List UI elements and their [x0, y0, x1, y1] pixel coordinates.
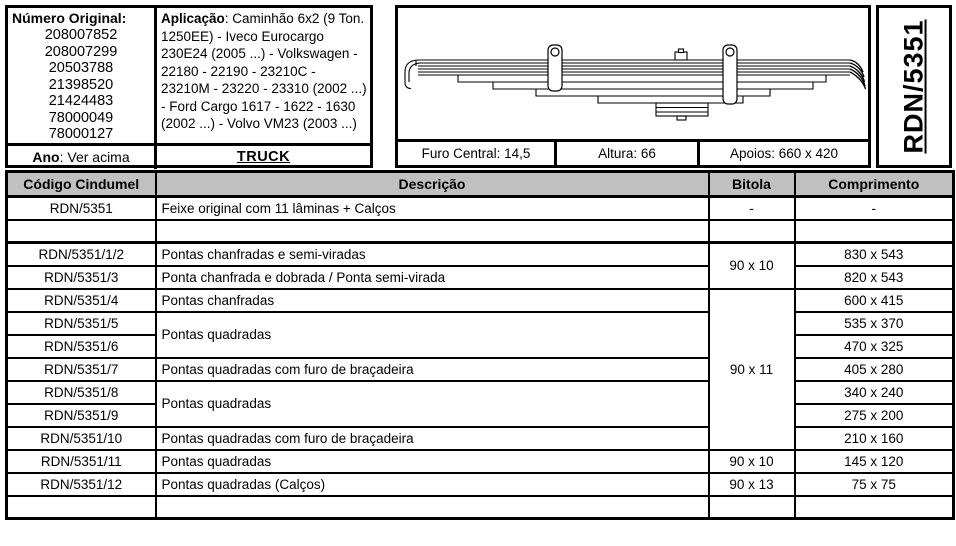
codigo-cell: RDN/5351/8: [7, 381, 156, 404]
codigo-cell: RDN/5351/12: [7, 473, 156, 496]
comprimento-cell: 275 x 200: [795, 404, 954, 427]
table-row: [7, 450, 954, 473]
bitola-cell: 90 x 11: [709, 289, 795, 450]
original-number: 208007852: [44, 27, 118, 43]
codigo-cell: RDN/5351/6: [7, 335, 156, 358]
descricao-cell: Pontas quadradas com furo de braçadeira: [156, 427, 709, 450]
descricao-cell: Ponta chanfrada e dobrada / Ponta semi-virada: [156, 266, 709, 289]
original-number: 21424483: [48, 93, 114, 109]
ano-cell: [8, 143, 157, 169]
codigo-cell: [7, 220, 156, 243]
bitola-cell: 90 x 10: [709, 450, 795, 473]
bitola-cell: 90 x 13: [709, 473, 795, 496]
table-row: [7, 197, 954, 220]
codigo-cell: RDN/5351/9: [7, 404, 156, 427]
codigo-cell: RDN/5351/11: [7, 450, 156, 473]
leaf-spring-diagram: [398, 8, 868, 139]
original-number: 78000049: [48, 109, 114, 126]
comprimento-cell: 405 x 280: [795, 358, 954, 381]
ano-value: : Ver acima: [59, 149, 130, 165]
apoios-cell: Apoios: 660 x 420: [729, 146, 839, 161]
numero-original-list: [12, 27, 150, 143]
part-code-box: [876, 5, 952, 168]
original-number: 20503788: [48, 60, 114, 76]
vehicle-type-cell: [157, 143, 370, 169]
spring-drawing-box: [395, 5, 871, 168]
codigo-cell: RDN/5351/10: [7, 427, 156, 450]
table-row: [7, 266, 954, 289]
bitola-cell: 90 x 10: [709, 243, 795, 289]
codigo-cell: [7, 496, 156, 519]
codigo-cell: RDN/5351/1/2: [7, 243, 156, 266]
comprimento-cell: 830 x 543: [795, 243, 954, 266]
descricao-cell: Pontas quadradas com furo de braçadeira: [156, 358, 709, 381]
table-row: [7, 243, 954, 266]
table-row: [7, 473, 954, 496]
descricao-cell: [156, 496, 709, 519]
original-number: 78000127: [48, 126, 114, 142]
codigo-cell: RDN/5351: [7, 197, 156, 220]
descricao-cell: Pontas chanfradas: [156, 289, 709, 312]
numero-original-cell: [8, 8, 157, 143]
comprimento-cell: [795, 496, 954, 519]
codigo-cell: RDN/5351/7: [7, 358, 156, 381]
aplicacao-text: : Caminhão 6x2 (9 Ton. 1250EE) - Iveco Eurocargo 230E24 (2005 ...) - Volkswagen - 22180 - 22190 - 23210C - 23210M - 23220 - 23310 (2002 ...) - Ford Cargo 1617 - 1622 - 1630 (2002 ...) - Volvo VM23 (2003 ...): [161, 11, 367, 131]
vehicle-type-label: TRUCK: [236, 149, 291, 165]
header-descricao: Descrição: [156, 172, 709, 197]
furo-central-cell: Furo Central: 14,5: [398, 142, 557, 165]
table-row: [7, 312, 954, 335]
dimensions-row: [398, 139, 868, 165]
original-number: 208007299: [44, 43, 118, 60]
codigo-cell: RDN/5351/3: [7, 266, 156, 289]
descricao-cell: Pontas quadradas (Calços): [156, 473, 709, 496]
bitola-cell: -: [709, 197, 795, 220]
original-number: 21398520: [48, 76, 114, 93]
descricao-cell: Pontas quadradas: [156, 312, 709, 358]
part-code-label: RDN/5351: [898, 19, 929, 154]
comprimento-cell: 600 x 415: [795, 289, 954, 312]
vehicle-info-box: [5, 5, 373, 168]
bitola-cell: [709, 496, 795, 519]
comprimento-cell: 340 x 240: [795, 381, 954, 404]
comprimento-cell: 145 x 120: [795, 450, 954, 473]
comprimento-cell: 75 x 75: [795, 473, 954, 496]
table-row-blank: [7, 496, 954, 519]
bitola-cell: [709, 220, 795, 243]
codigo-cell: RDN/5351/5: [7, 312, 156, 335]
header-codigo: Código Cindumel: [7, 172, 156, 197]
aplicacao-cell: [157, 8, 370, 143]
descricao-cell: Feixe original com 11 lâminas + Calços: [156, 197, 709, 220]
comprimento-cell: 210 x 160: [795, 427, 954, 450]
table-row: [7, 427, 954, 450]
table-row: [7, 358, 954, 381]
ano-label: Ano: [32, 149, 60, 165]
altura-cell: Altura: 66: [557, 142, 700, 165]
table-row: [7, 381, 954, 404]
comprimento-cell: 820 x 543: [795, 266, 954, 289]
comprimento-cell: 470 x 325: [795, 335, 954, 358]
descricao-cell: [156, 220, 709, 243]
table-row: [7, 289, 954, 312]
comprimento-cell: [795, 220, 954, 243]
descricao-cell: Pontas chanfradas e semi-viradas: [156, 243, 709, 266]
parts-table: [5, 170, 955, 520]
descricao-cell: Pontas quadradas: [156, 450, 709, 473]
header-comprimento: Comprimento: [795, 172, 954, 197]
header-bitola: Bitola: [709, 172, 795, 197]
numero-original-label: Número Original:: [12, 10, 127, 26]
comprimento-cell: 535 x 370: [795, 312, 954, 335]
codigo-cell: RDN/5351/4: [7, 289, 156, 312]
aplicacao-label: Aplicação: [161, 11, 225, 26]
comprimento-cell: -: [795, 197, 954, 220]
descricao-cell: Pontas quadradas: [156, 381, 709, 427]
table-row-blank: [7, 220, 954, 243]
table-header-row: [7, 172, 954, 197]
